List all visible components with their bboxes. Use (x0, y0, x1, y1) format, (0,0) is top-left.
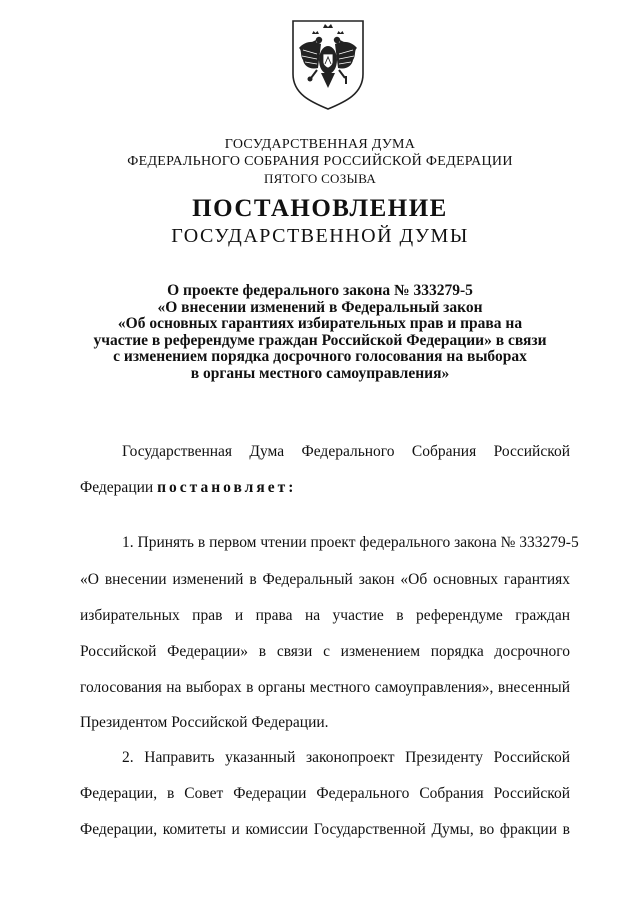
paragraph-item1-line: избирательных прав и права на участие в референдуме граждан (80, 607, 570, 624)
paragraph-item2-line: Федерации, комитеты и комиссии Государственной Думы, во фракции в (80, 821, 570, 838)
paragraph-item2-line: Федерации, в Совет Федерации Федерального Собрания Российской (80, 785, 570, 802)
subject-line: «Об основных гарантиях избирательных прав и права на (117, 315, 523, 332)
paragraph-item1-line: Российской Федерации» в связи с изменением порядка досрочного (80, 643, 570, 660)
preamble-line (80, 479, 296, 497)
preamble-line: Государственная Дума Федерального Собрания Российской (122, 443, 570, 460)
subject-line: «О внесении изменений в Федеральный закон (157, 298, 483, 316)
paragraph-item1-line: голосования на выборах в органы местного самоуправления», внесенный (80, 679, 570, 696)
subject-line: с изменением порядка досрочного голосования на выборах (113, 348, 527, 365)
org-name-line2: ФЕДЕРАЛЬНОГО СОБРАНИЯ РОССИЙСКОЙ ФЕДЕРАЦИИ (127, 154, 513, 169)
subject-line: участие в референдуме граждан Российской Федерации» в связи (93, 331, 547, 349)
convocation-label: ПЯТОГО СОЗЫВА (263, 171, 377, 186)
subject-line: в органы местного самоуправления» (190, 364, 450, 382)
paragraph-item1-line: «О внесении изменений в Федеральный закон «Об основных гарантиях (80, 571, 570, 588)
paragraph-item1-line: 1. Принять в первом чтении проект федерального закона № 333279-5 (122, 534, 579, 551)
preamble-text: Федерации (80, 479, 154, 496)
decree-word: постановляет: (157, 479, 297, 496)
org-name-line1: ГОСУДАРСТВЕННАЯ ДУМА (224, 137, 416, 152)
subject-line: О проекте федерального закона № 333279-5 (167, 282, 473, 299)
document-subject (0, 283, 640, 382)
document-type-title: ПОСТАНОВЛЕНИЕ (192, 195, 448, 222)
document-issuer-title: ГОСУДАРСТВЕННОЙ ДУМЫ (171, 225, 469, 247)
double-headed-eagle-emblem-icon (290, 18, 366, 112)
paragraph-item1-line: Президентом Российской Федерации. (80, 714, 329, 731)
paragraph-item2-line: 2. Направить указанный законопроект Президенту Российской (122, 749, 570, 766)
